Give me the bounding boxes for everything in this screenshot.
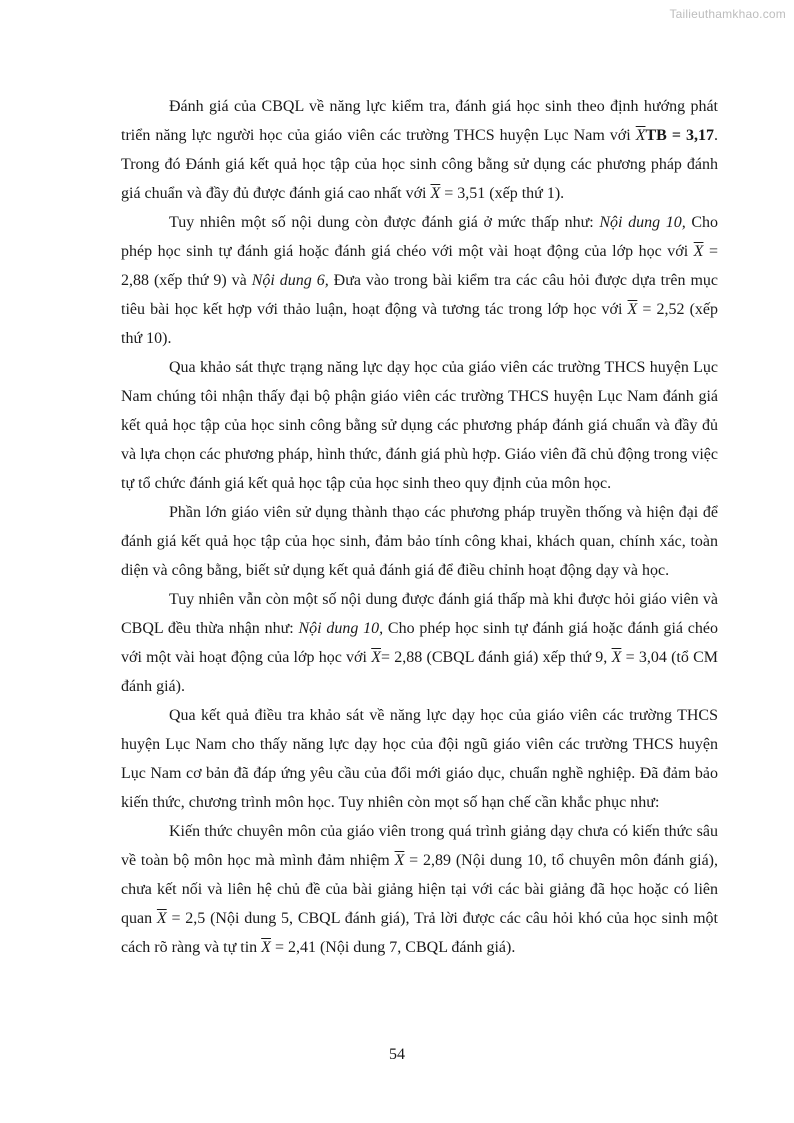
mean-symbol: $\overline{X}$: [430, 185, 441, 202]
text-run: Tuy nhiên một số nội dung còn được đánh giá ở mức thấp như:: [169, 214, 600, 231]
text-run: Đưa vào trong bài kiểm tra các câu hỏi được dựa trên mục tiêu bài học kết hợp với thảo luận, hoạt động và tương tác trong lớp học với: [121, 272, 718, 318]
text-run: Cho phép học sinh tự đánh giá hoặc đánh giá chéo với một vài hoạt động của lớp học với: [121, 214, 718, 260]
mean-symbol: $\overline{X}$: [394, 852, 405, 869]
italic-run: Nội dung 10,: [298, 620, 384, 637]
text-run: . Trong đó Đánh giá kết quả học tập của học sinh công bằng sử dụng các phương pháp đánh giá chuẩn và đầy đủ được đánh giá cao nhất với: [121, 127, 718, 202]
document-body: [121, 92, 718, 962]
text-run: = 3,51 (xếp thứ 1).: [440, 185, 565, 202]
text-run: Qua kết quả điều tra khảo sát về năng lực dạy học của giáo viên các trường THCS huyện Lục Nam cho thấy năng lực dạy học của đội ngũ giáo viên các trường THCS huyện Lục Nam cơ bản đã đáp ứng yêu cầu của đổi mới giáo dục, chuẩn nghề nghiệp. Đã đảm bảo kiến thức, chương trình môn học. Tuy nhiên còn mọt số hạn chế cần khắc phục như:: [121, 707, 718, 811]
italic-run: Nội dung 6,: [251, 272, 329, 289]
text-run: = 3,04 (tổ CM đánh giá).: [121, 649, 719, 695]
text-run: Tuy nhiên vẫn còn một số nội dung được đánh giá thấp mà khi được hỏi giáo viên và CBQL đều thừa nhận như:: [121, 591, 718, 637]
text-run: Phần lớn giáo viên sử dụng thành thạo các phương pháp truyền thống và hiện đại để đánh giá kết quả học tập của học sinh, đảm bảo tính công khai, khách quan, chính xác, toàn diện và công bằng, biết sử dụng kết quả đánh giá để điều chỉnh hoạt động dạy và học.: [121, 504, 718, 579]
text-run: Cho phép học sinh tự đánh giá hoặc đánh giá chéo với một vài hoạt động của lớp học với: [121, 620, 719, 666]
text-run: Kiến thức chuyên môn của giáo viên trong quá trình giảng dạy chưa có kiến thức sâu về toàn bộ môn học mà mình đảm nhiệm: [121, 823, 718, 869]
paragraph: [121, 817, 718, 962]
mean-symbol: $\overline{X}$: [371, 649, 381, 666]
text-run: = 2,41 (Nội dung 7, CBQL đánh giá).: [270, 939, 516, 956]
text-run: = 2,88 (xếp thứ 9) và: [121, 243, 719, 289]
text-run: = 2,52 (xếp thứ 10).: [121, 301, 718, 347]
mean-symbol: $\overline{X}$: [611, 649, 622, 666]
watermark: Tailieuthamkhao.com: [669, 7, 786, 21]
text-run: Qua khảo sát thực trạng năng lực dạy học của giáo viên các trường THCS huyện Lục Nam chúng tôi nhận thấy đại bộ phận giáo viên các trường THCS huyện Lục Nam đánh giá kết quả học tập của học sinh công bằng sử dụng các phương pháp đánh giá chuẩn và đầy đủ và lựa chọn các phương pháp, hình thức, đánh giá phù hợp. Giáo viên đã chủ động trong việc tự tổ chức đánh giá kết quả học tập của học sinh theo quy định của môn học.: [121, 359, 719, 492]
text-run: = 2,88 (CBQL đánh giá) xếp thứ 9,: [380, 649, 612, 666]
mean-symbol: $\overline{X}$: [156, 910, 167, 927]
mean-symbol: $\overline{X}$: [693, 243, 704, 260]
mean-symbol: $\overline{X}$: [635, 127, 646, 144]
text-run: = 2,5 (Nội dung 5, CBQL đánh giá), Trả lời được các câu hỏi khó của học sinh một cách rõ ràng và tự tin: [121, 910, 718, 956]
mean-symbol: $\overline{X}$: [261, 939, 271, 956]
text-run: = 2,89 (Nội dung 10, tổ chuyên môn đánh giá), chưa kết nối và liên hệ chủ đề của bài giảng hiện tại với các bài giảng đã học hoặc có liên quan: [121, 852, 719, 927]
italic-run: Nội dung 10,: [599, 214, 686, 231]
page-number: 54: [389, 1046, 405, 1063]
bold-run: TB = 3,17: [645, 127, 714, 144]
text-run: Đánh giá của CBQL về năng lực kiểm tra, đánh giá học sinh theo định hướng phát triển năng lực người học của giáo viên các trường THCS huyện Lục Nam với: [121, 98, 718, 144]
paragraph: [121, 353, 718, 498]
paragraph: [121, 701, 718, 817]
paragraph: [121, 92, 718, 208]
paragraph: [121, 585, 718, 701]
paragraph: [121, 208, 718, 353]
mean-symbol: $\overline{X}$: [627, 301, 638, 318]
paragraph: [121, 498, 718, 585]
